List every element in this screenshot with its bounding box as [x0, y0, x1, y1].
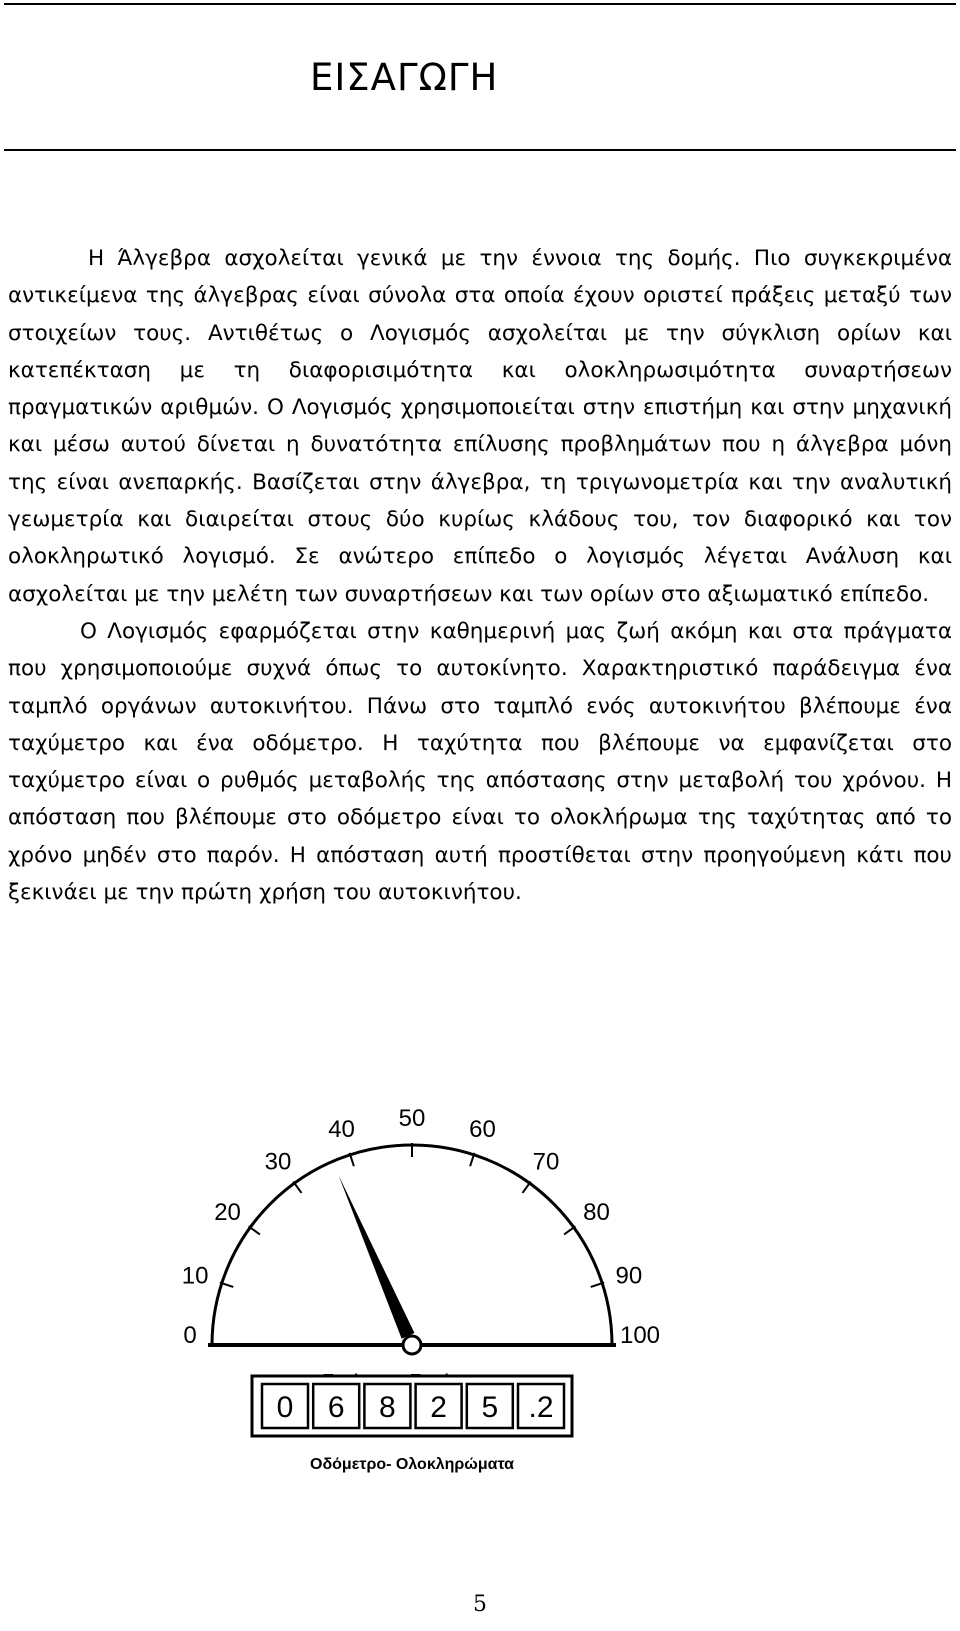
body-text	[8, 240, 952, 911]
odometer-digit: 2	[430, 1391, 447, 1424]
odometer-caption: Οδόμετρο- Ολοκληρώματα	[310, 1456, 514, 1473]
speedometer-tick-label: 0	[183, 1322, 197, 1349]
speedometer-tick	[523, 1182, 531, 1193]
speedometer-tick-label: 50	[398, 1105, 426, 1132]
odometer-digit: .2	[528, 1391, 554, 1424]
speedometer-tick-label: 100	[619, 1322, 661, 1349]
speedometer	[182, 1105, 660, 1389]
title-underline	[4, 149, 956, 151]
speedometer-tick	[249, 1226, 260, 1234]
odometer-digit: 5	[481, 1391, 499, 1424]
instrument-figure	[0, 1040, 960, 1473]
speedometer-tick	[293, 1182, 301, 1193]
speedometer-tick-label: 40	[328, 1116, 355, 1144]
speedometer-tick	[564, 1226, 575, 1234]
odometer-digit: 8	[379, 1391, 396, 1424]
speedometer-needle	[339, 1175, 415, 1338]
page-number: 5	[473, 1592, 487, 1617]
speedometer-tick-label: 90	[615, 1262, 643, 1290]
speedometer-tick-label: 20	[214, 1198, 241, 1226]
speedometer-tick-label: 60	[469, 1116, 496, 1144]
speedometer-tick-label: 70	[532, 1148, 560, 1176]
speedometer-tick-label: 30	[264, 1148, 292, 1176]
paragraph: Ο Λογισμός εφαρμόζεται στην καθημερινή μας ζωή ακόμη και στα πράγματα που χρησιμοποιούμε συχνά όπως το αυτοκίνητο. Χαρακτηριστικό παράδειγμα ένα ταμπλό οργάνων αυτοκινήτου. Πάνω στο ταμπλό ενός αυτοκινήτου βλέπουμε ένα ταχύμετρο και ένα οδόμετρο. Η ταχύτητα που βλέπουμε να εμφανίζεται στο ταχύμετρο είναι ο ρυθμός μεταβολής της απόστασης στην μεταβολή του χρόνου. Η απόσταση που βλέπουμε στο οδόμετρο είναι το ολοκλήρωμα της ταχύτητας από το χρόνο μηδέν στο παρόν. Η απόσταση αυτή προστίθεται στην προηγούμενη κάτι που ξεκινάει με την πρώτη χρήση του αυτοκινήτου.	[8, 618, 952, 906]
top-rule	[4, 3, 956, 5]
odometer-digit: 0	[276, 1391, 294, 1424]
paragraph: Η Άλγεβρα ασχολείται γενικά με την έννοια της δομής. Πιο συγκεκριμένα αντικείμενα της άλγεβρας είναι σύνολα στα οποία έχουν οριστεί πράξεις μεταξύ των στοιχείων τους. Αντιθέτως ο Λογισμός ασχολείται με την σύγκλιση ορίων και κατεπέκταση με τη διαφορισιμότητα και ολοκληρωσιμότητα συναρτήσεων πραγματικών αριθμών. Ο Λογισμός χρησιμοποιείται στην επιστήμη και στην μηχανική και μέσω αυτού δίνεται η δυνατότητα επίλυσης προβλημάτων που η άλγεβρα μόνη της είναι ανεπαρκής. Βασίζεται στην άλγεβρα, τη τριγωνομετρία και την αναλυτική γεωμετρία και διαιρείται στους δύο κυρίως κλάδους του, τον διαφορικό και τον ολοκληρωτικό λογισμό. Σε ανώτερο επίπεδο ο λογισμός λέγεται Ανάλυση και ασχολείται με την μελέτη των συναρτήσεων και των ορίων στο αξιωματικό επίπεδο.	[8, 246, 952, 607]
odometer-digit: 6	[327, 1391, 345, 1424]
odometer	[252, 1376, 572, 1473]
speedometer-tick-label: 80	[583, 1198, 610, 1226]
page-title: ΕΙΣΑΓΩΓΗ	[310, 56, 499, 99]
instrument-figure-svg	[0, 1040, 960, 1473]
needle-hub	[403, 1336, 421, 1354]
speedometer-tick-label: 10	[181, 1262, 209, 1290]
